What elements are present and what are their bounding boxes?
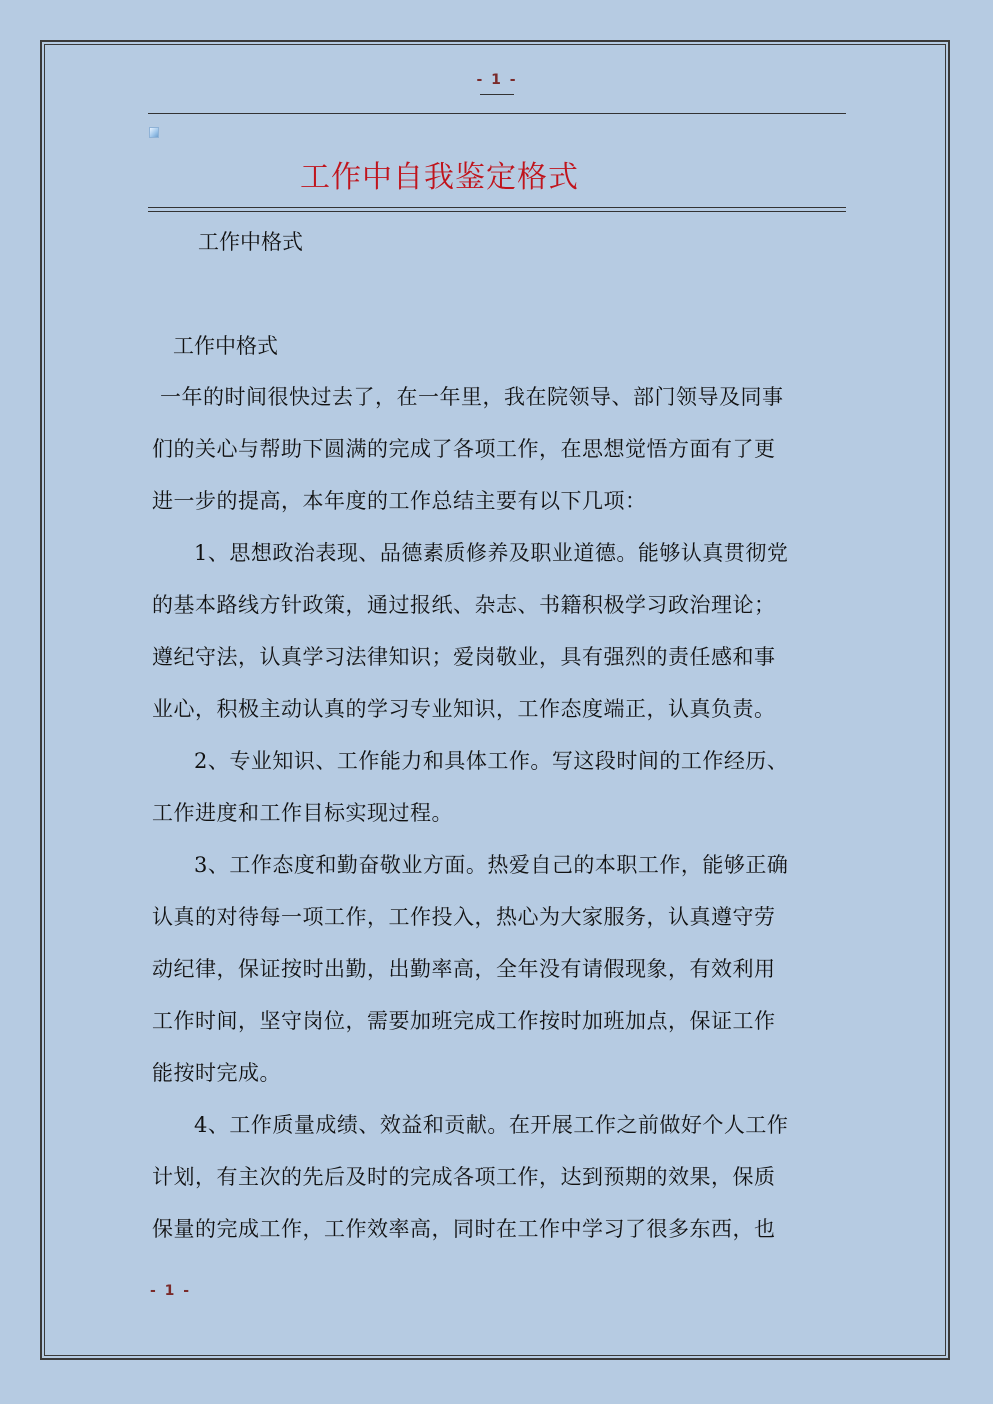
- paragraph-line: 2、专业知识、工作能力和具体工作。写这段时间的工作经历、: [194, 749, 789, 773]
- paragraph-line: 一年的时间很快过去了，在一年里，我在院领导、部门领导及同事: [160, 385, 784, 409]
- paragraph-line: 的基本路线方针政策，通过报纸、杂志、书籍积极学习政治理论；: [152, 593, 776, 617]
- header-divider: [148, 113, 846, 114]
- paragraph-line: 们的关心与帮助下圆满的完成了各项工作，在思想觉悟方面有了更: [152, 437, 776, 461]
- footer-page-number: - 1 -: [150, 1283, 192, 1299]
- paragraph-line: 保量的完成工作，工作效率高，同时在工作中学习了很多东西，也: [152, 1217, 776, 1241]
- paragraph-line: 认真的对待每一项工作，工作投入，热心为大家服务，认真遵守劳: [152, 905, 776, 929]
- paragraph-line: 计划，有主次的先后及时的完成各项工作，达到预期的效果，保质: [152, 1165, 776, 1189]
- document-title: 工作中自我鉴定格式: [300, 160, 579, 195]
- header-page-number-underline: [480, 94, 514, 95]
- paragraph-line: 进一步的提高，本年度的工作总结主要有以下几项：: [152, 489, 647, 513]
- image-placeholder-icon: [149, 127, 159, 138]
- document-subtitle: 工作中格式: [198, 230, 303, 254]
- paragraph-line: 动纪律，保证按时出勤，出勤率高，全年没有请假现象，有效利用: [152, 957, 776, 981]
- paragraph-line: 遵纪守法，认真学习法律知识；爱岗敬业，具有强烈的责任感和事: [152, 645, 776, 669]
- title-divider-bottom: [148, 211, 846, 212]
- paragraph-line: 业心，积极主动认真的学习专业知识，工作态度端正，认真负责。: [152, 697, 776, 721]
- header-page-number: - 1 -: [476, 72, 518, 88]
- paragraph-line: 3、工作态度和勤奋敬业方面。热爱自己的本职工作，能够正确: [194, 853, 789, 877]
- paragraph-line: 4、工作质量成绩、效益和贡献。在开展工作之前做好个人工作: [194, 1113, 789, 1137]
- title-divider-top: [148, 207, 846, 208]
- paragraph-line: 能按时完成。: [152, 1061, 281, 1085]
- paragraph-line: 工作进度和工作目标实现过程。: [152, 801, 453, 825]
- paragraph-line: 1、思想政治表现、品德素质修养及职业道德。能够认真贯彻党: [194, 541, 789, 565]
- section-heading: 工作中格式: [173, 334, 278, 358]
- paragraph-line: 工作时间，坚守岗位，需要加班完成工作按时加班加点，保证工作: [152, 1009, 776, 1033]
